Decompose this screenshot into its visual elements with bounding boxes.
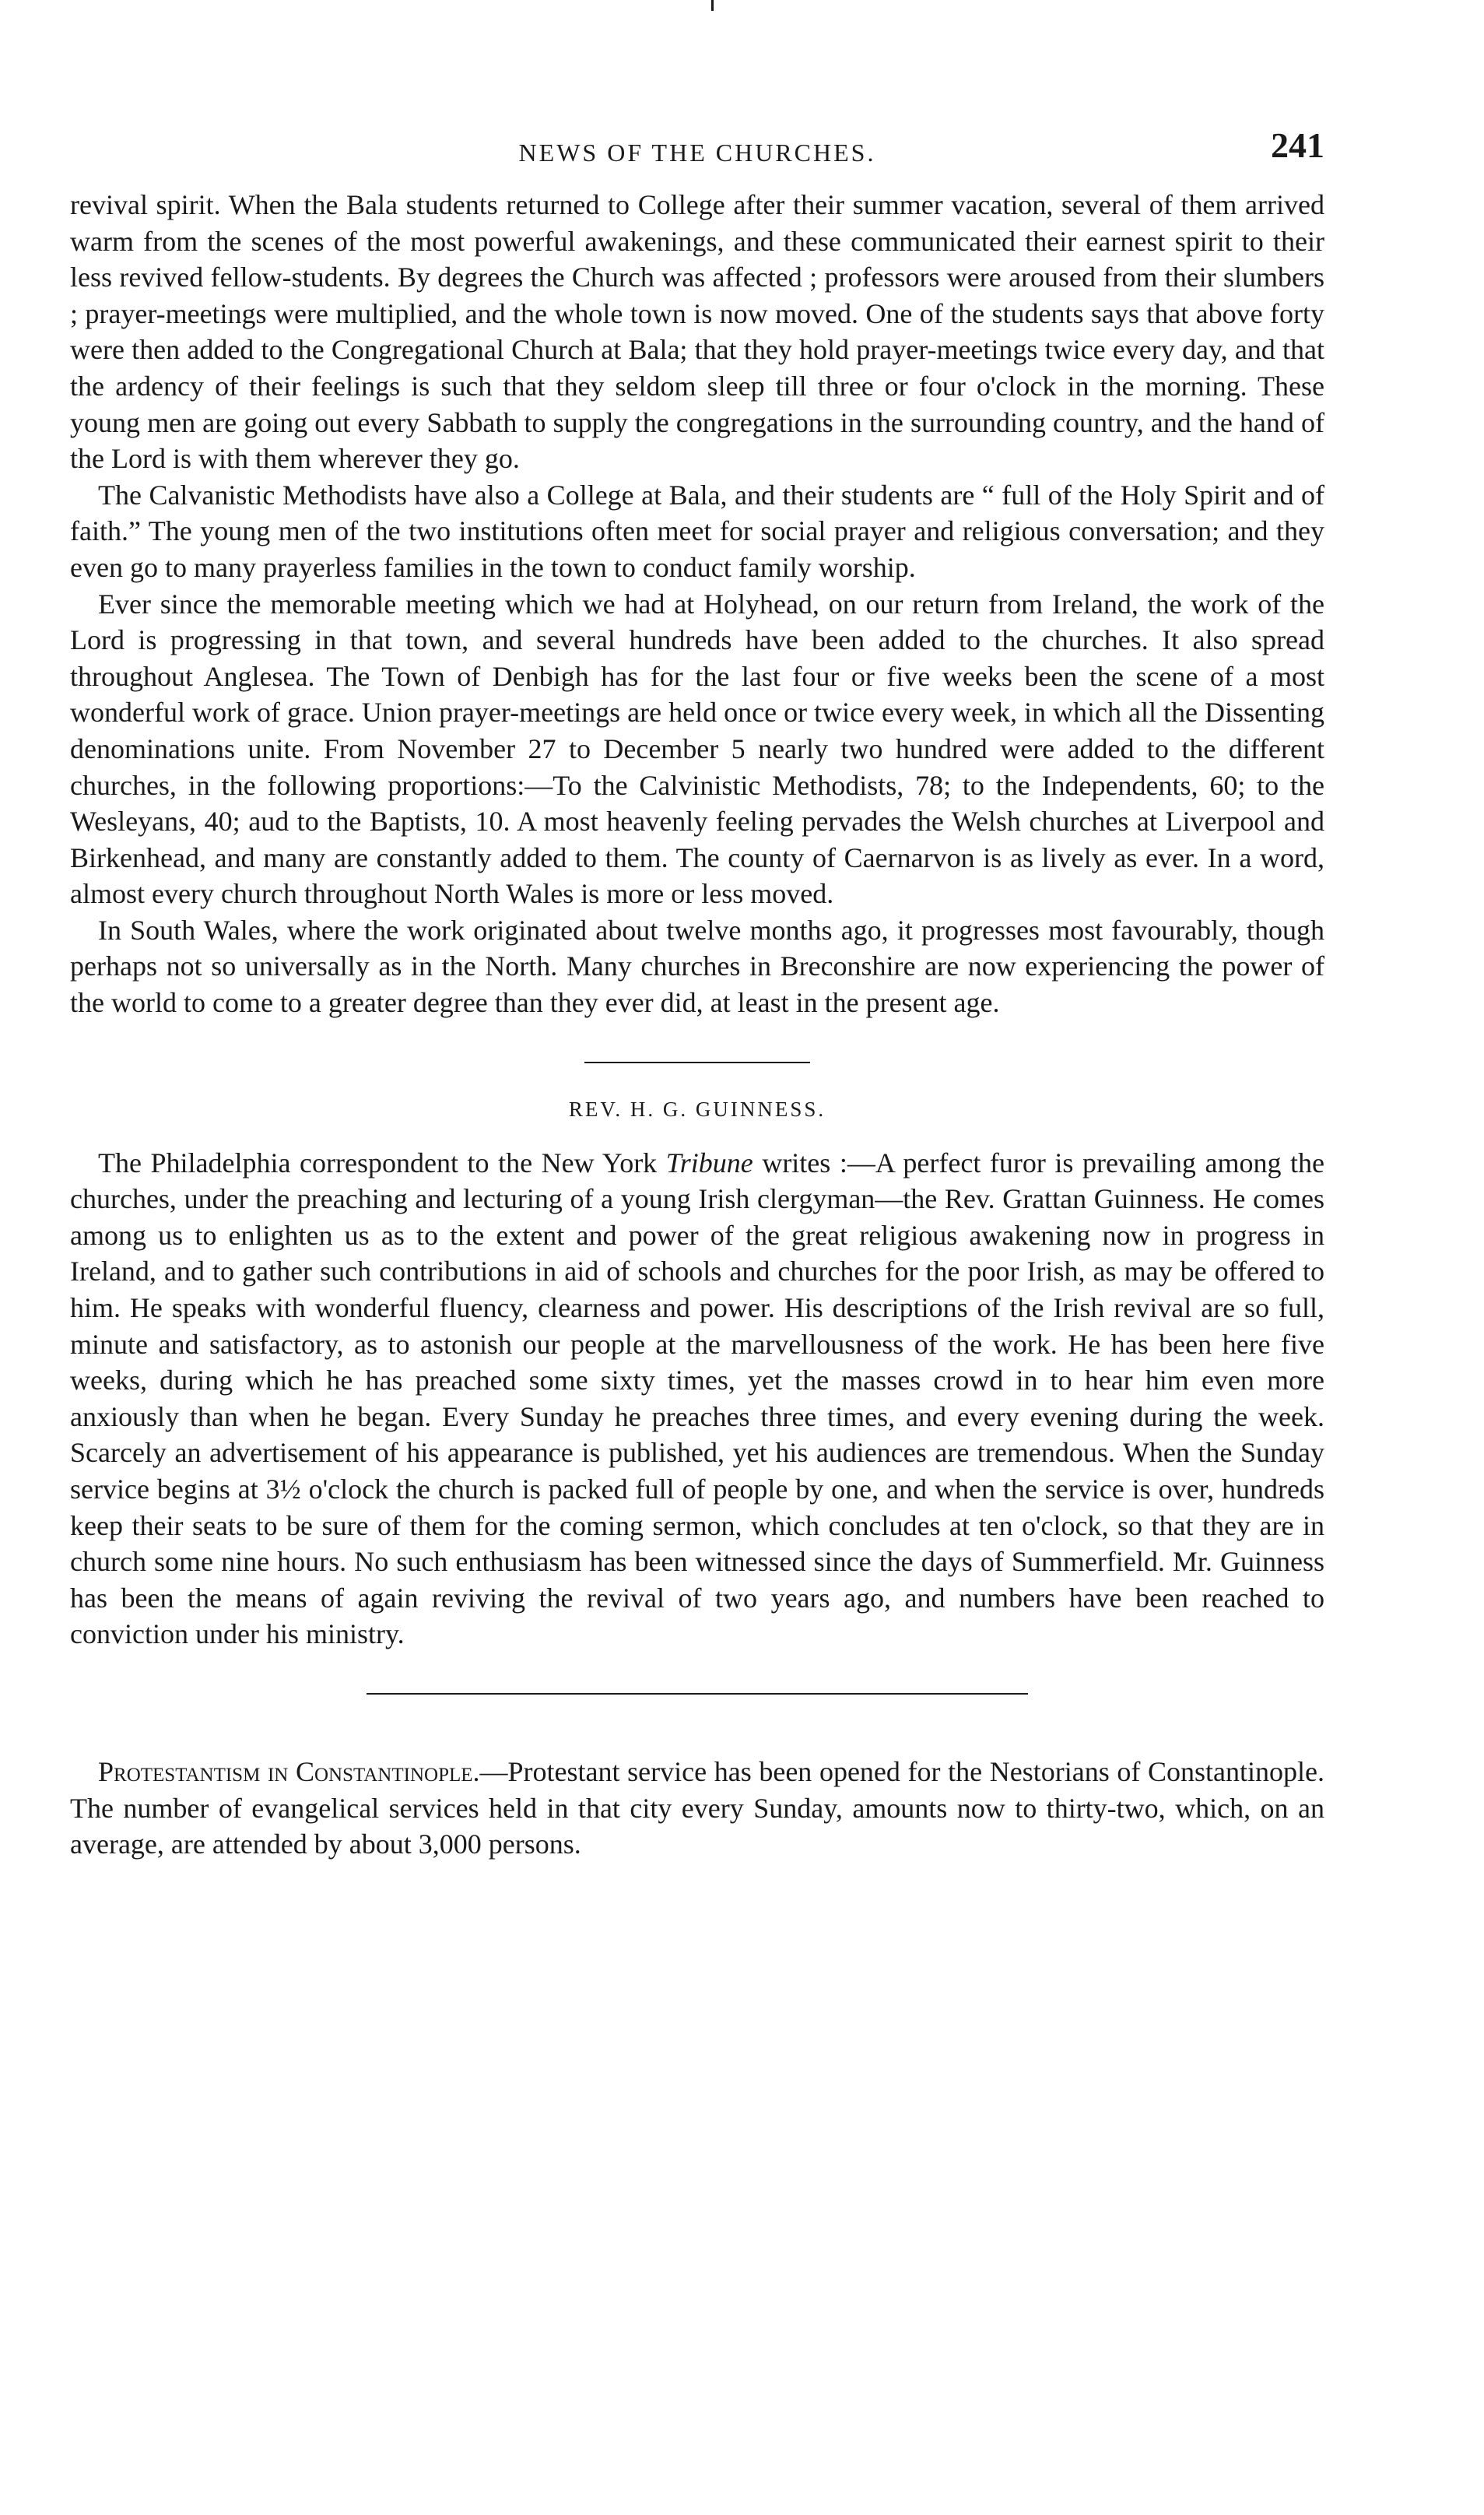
top-margin-mark xyxy=(711,0,714,11)
paragraph-north-wales: Ever since the memorable meeting which we had at Holyhead, on our return from Ireland, the work of the Lord is progressing in that town, and several hundreds have been added to the churches. It also spread throughout Anglesea. The Town of Denbigh has for the last four or five weeks been the scene of a most wonderful work of grace. Union prayer-meetings are held once or twice every week, in which all the Dissenting denominations unite. From November 27 to December 5 nearly two hundred were added to the different churches, in the following proportions:—To the Calvinistic Methodists, 78; to the Independents, 60; to the Wesleyans, 40; aud to the Baptists, 10. A most heavenly feeling pervades the Welsh churches at Liverpool and Birkenhead, and many are constantly added to them. The county of Caernarvon is as lively as ever. In a word, almost every church throughout North Wales is more or less moved. xyxy=(70,588,1324,910)
page xyxy=(70,47,1324,1863)
paragraph-guinness xyxy=(70,1145,1324,1653)
paragraph-continuation: revival spirit. When the Bala students returned to College after their summer vacation, several of them arrived warm from the scenes of the most powerful awakenings, and these communicated their earnest spirit to their less revived fellow-students. By degrees the Church was affected ; professors were aroused from their slumbers ; prayer-meetings were multiplied, and the whole town is now moved. One of the students says that above forty were then added to the Congregational Church at Bala; that they hold prayer-meetings twice every day, and that the ardency of their feelings is such that they seldom sleep till three or four o'clock in the morning. These young men are going out every Sabbath to supply the congregations in the surrounding country, and the hand of the Lord is with them wherever they go. xyxy=(70,189,1324,475)
paragraph-text-part: The Philadelphia correspondent to the New York xyxy=(98,1147,666,1178)
section-welsh-revival xyxy=(70,187,1324,1021)
section-title: REV. H. G. GUINNESS. xyxy=(568,1097,826,1121)
section-guinness xyxy=(70,1098,1324,1653)
paragraph-constantinople xyxy=(70,1754,1324,1863)
running-head: NEWS OF THE CHURCHES. xyxy=(518,139,876,167)
paragraph-text-part: writes :—A perfect furor is prevailing among the churches, under the preaching and lecturing of a young Irish clergyman—the Rev. Grattan Guinness. He comes among us to enlighten us as to the extent and power of the great religious awakening now in progress in Ireland, and to gather such contributions in aid of schools and churches for the poor Irish, as may be offered to him. He speaks with wonderful fluency, clearness and power. His descriptions of the Irish revival are so full, minute and satisfactory, as to astonish our people at the marvellousness of the work. He has been here five weeks, during which he has preached some sixty times, yet the masses crowd in to hear him even more anxiously than when he began. Every Sunday he preaches three times, and every evening during the week. Scarcely an advertisement of his appearance is published, yet his audiences are tremendous. When the Sunday service begins at 3½ o'clock the church is packed full of people by one, and when the service is over, hundreds keep their seats to be sure of them for the coming sermon, which concludes at ten o'clock, so that they are in church some nine hours. No such enthusiasm has been witnessed since the days of Summerfield. Mr. Guinness has been the means of again reviving the revival of two years ago, and numbers have been reached to conviction under his ministry. xyxy=(70,1147,1324,1650)
section-divider-rule xyxy=(367,1693,1028,1695)
paragraph-body: —Protestant service has been opened for the Nestorians of Constantinople. The number of evangelical services held in that city every Sunday, amounts now to thirty-two, which, on an average, are attended by about 3,000 persons. xyxy=(70,1755,1324,1860)
section-constantinople xyxy=(70,1754,1324,1863)
paragraph-lead: Protestantism in Constantinople. xyxy=(98,1755,480,1787)
paragraph-calvinistic-methodists: The Calvanistic Methodists have also a College at Bala, and their students are “ full of the Holy Spirit and of faith.” The young men of the two institutions often meet for social prayer and religious conversation; and they even go to many prayerless families in the town to conduct family worship. xyxy=(70,479,1324,583)
section-divider-rule xyxy=(584,1062,810,1063)
paragraph-south-wales: In South Wales, where the work originated about twelve months ago, it progresses most favourably, though perhaps not so universally as in the North. Many churches in Breconshire are now experiencing the power of the world to come to a greater degree than they ever did, at least in the present age. xyxy=(70,914,1324,1019)
newspaper-title: Tribune xyxy=(665,1147,753,1178)
page-number: 241 xyxy=(1271,125,1324,165)
page-header xyxy=(70,125,1324,187)
